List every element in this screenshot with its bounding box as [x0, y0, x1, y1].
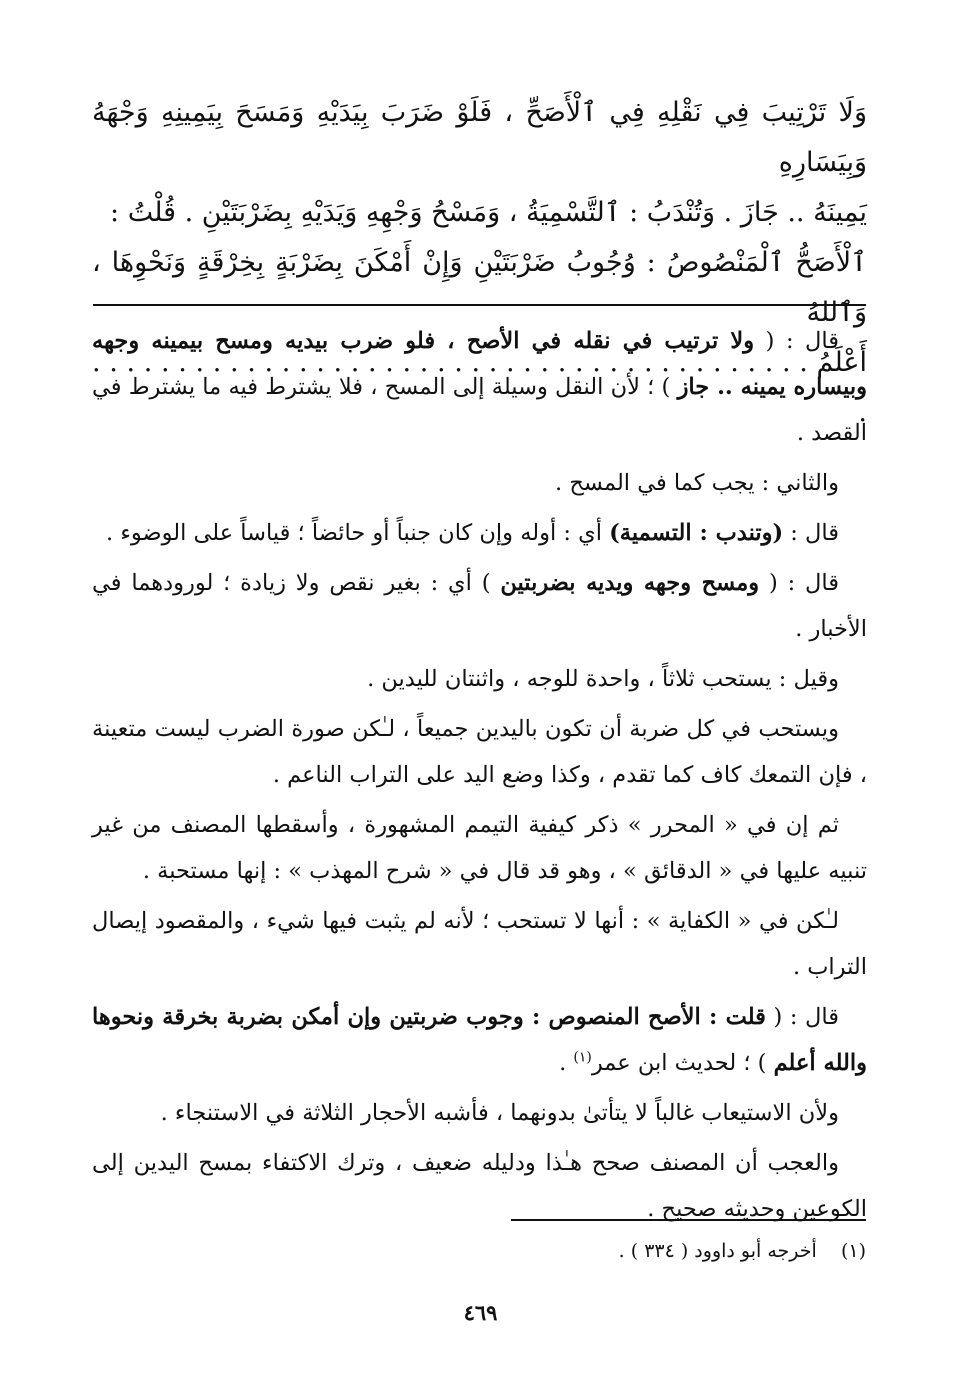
- paragraph: ولأن الاستيعاب غالباً لا يتأتىٰ بدونهما ، فأشبه الأحجار الثلاثة في الاستنجاء .: [160, 1100, 839, 1126]
- text-run: قال : (: [754, 328, 839, 354]
- text-run: قال :: [783, 520, 839, 546]
- matn-line: وَلَا تَرْتِيبَ فِي نَقْلِهِ فِي ٱلْأَصَحِّ ، فَلَوْ ضَرَبَ بِيَدَيْهِ وَمَسَحَ بِيَمِينِهِ وَجْهَهُ وَبِيَسَارِهِ: [92, 97, 867, 178]
- text-run: ) أي : بغير نقص ولا زيادة ؛ لورودهما في الأخبار .: [92, 570, 867, 642]
- matn-line: ٱلْأَصَحُّ ٱلْمَنْصُوصُ : وُجُوبُ ضَرْبَتَيْنِ وَإِنْ أَمْكَنَ بِضَرْبَةٍ بِخِرْقَةٍ وَنَحْوِهَا ، وَٱللهُ: [92, 247, 867, 328]
- text-run: ) ؛ لأن النقل وسيلة إلى المسح ، فلا يشترط فيه ما يشترط في القصد .: [92, 374, 867, 446]
- quoted-matn: ومسح وجهه ويديه بضربتين: [500, 570, 760, 596]
- footnote-text: أخرجه أبو داوود ( ٣٣٤ ) .: [618, 1240, 817, 1262]
- footnote-rule: [511, 1219, 866, 1221]
- commentary-text: [92, 318, 867, 1232]
- footnote: [92, 1236, 866, 1266]
- quoted-matn: ولا ترتيب في نقله في الأصح ، فلو ضرب بيديه ومسح بيمينه وجهه وبيساره يمينه .. جاز: [92, 328, 867, 400]
- quoted-matn: قلت : الأصح المنصوص : وجوب ضربتين وإن أمكن بضربة بخرقة ونحوها والله أعلم: [92, 1004, 867, 1076]
- paragraph: والعجب أن المصنف صحح هـٰذا ودليله ضعيف ، وترك الاكتفاء بمسح اليدين إلى الكوعين وحديثه صحيح .: [92, 1150, 867, 1222]
- paragraph: [92, 510, 867, 556]
- separator-rule: [93, 304, 866, 306]
- text-run: أي : أوله وإن كان جنباً أو حائضاً ؛ قياساً على الوضوء .: [106, 520, 610, 546]
- matn-line: يَمِينَهُ .. جَازَ . وَتُنْدَبُ : ٱلتَّسْمِيَةُ ، وَمَسْحُ وَجْهِهِ وَيَدَيْهِ بِضَرْبَتَيْنِ . قُلْتُ :: [110, 197, 867, 228]
- paragraph: [92, 318, 867, 456]
- page-number: ٤٦٩: [463, 1300, 498, 1325]
- paragraph: ويستحب في كل ضربة أن تكون باليدين جميعاً ، لـٰكن صورة الضرب ليست متعينة ، فإن التمعك كاف كما تقدم ، وكذا وضع اليد على التراب الناعم .: [92, 716, 867, 788]
- matn-line: أَعْلَمُ . . . . . . . . . . . . . . . . . . . . . . . . . . . . . . . . . . . . . . . . . . .: [92, 347, 867, 428]
- footnote-number: (١): [840, 1240, 866, 1262]
- paragraph: [92, 994, 867, 1086]
- paragraph: والثاني : يجب كما في المسح .: [555, 470, 839, 496]
- text-run: قال : (: [765, 1004, 840, 1030]
- footnote-marker[interactable]: (١): [573, 1049, 592, 1066]
- text-run: قال : (: [759, 570, 839, 596]
- quoted-matn: (وتندب : التسمية): [609, 520, 784, 546]
- paragraph: وقيل : يستحب ثلاثاً ، واحدة للوجه ، واثنتان لليدين .: [367, 666, 839, 692]
- paragraph: ثم إن في « المحرر » ذكر كيفية التيمم المشهورة ، وأسقطها المصنف من غير تنبيه عليها في « الدقائق » ، وهو قد قال في « شرح المهذب » : إنها مستحبة .: [92, 812, 867, 884]
- paragraph: [92, 560, 867, 652]
- text-run: .: [559, 1050, 574, 1076]
- text-run: ) ؛ لحديث ابن عمر: [591, 1050, 774, 1076]
- paragraph: لـٰكن في « الكفاية » : أنها لا تستحب ؛ لأنه لم يثبت فيها شيء ، والمقصود إيصال التراب .: [92, 908, 867, 980]
